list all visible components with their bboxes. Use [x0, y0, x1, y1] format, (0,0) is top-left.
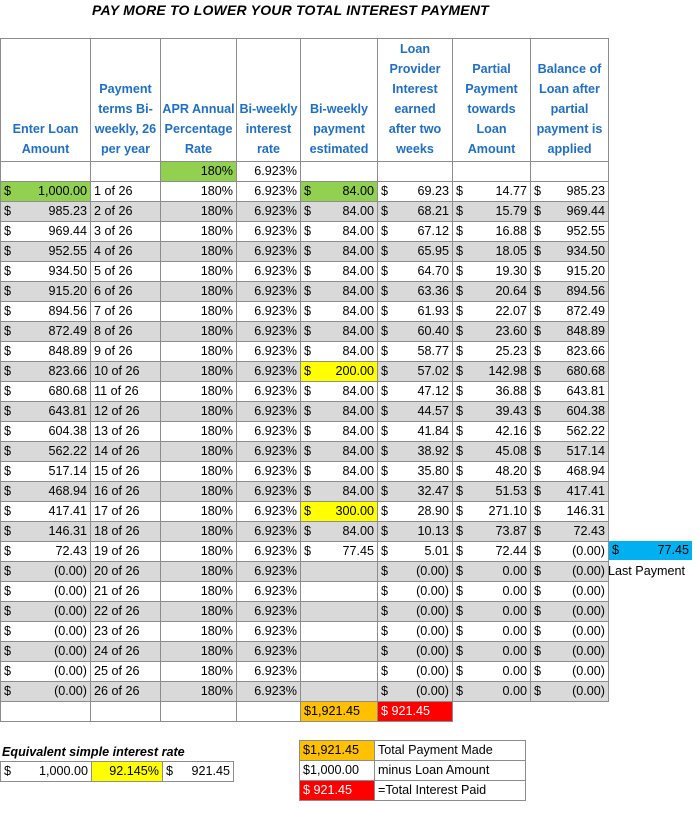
- term-cell: 10 of 26: [91, 362, 161, 382]
- partial-cell: $ 0.00: [453, 582, 531, 602]
- table-row: [1, 582, 609, 602]
- payment-cell: $ 84.00: [301, 282, 378, 302]
- apr-cell: 180%: [161, 442, 237, 462]
- rate-cell: 6.923%: [237, 442, 301, 462]
- rate-cell: 6.923%: [237, 402, 301, 422]
- last-payment-label: Last Payment: [608, 564, 686, 578]
- table-row: [1, 642, 609, 662]
- apr-cell: 180%: [161, 362, 237, 382]
- payment-cell: $ 84.00: [301, 302, 378, 322]
- rate-cell: 6.923%: [237, 562, 301, 582]
- partial-cell: $ 16.88: [453, 222, 531, 242]
- partial-cell: $ 23.60: [453, 322, 531, 342]
- table-row: [1, 522, 609, 542]
- term-cell: 22 of 26: [91, 602, 161, 622]
- balance-cell: $ (0.00): [531, 642, 609, 662]
- interest-cell: $ 5.01: [378, 542, 453, 562]
- loan-amount-cell: $ (0.00): [1, 582, 91, 602]
- loan-amount-cell: $ 894.56: [1, 302, 91, 322]
- partial-cell: $ 0.00: [453, 602, 531, 622]
- loan-amount-cell: $ 643.81: [1, 402, 91, 422]
- input-row: [1, 162, 609, 182]
- interest-cell: $ 63.36: [378, 282, 453, 302]
- balance-cell: $ 643.81: [531, 382, 609, 402]
- header-apr: APR Annual Percentage Rate: [161, 39, 237, 162]
- table-row: [1, 482, 609, 502]
- summary-table: [299, 740, 526, 801]
- simple-rate-interest-cell: $ 921.45: [163, 762, 234, 782]
- payment-cell: $ 84.00: [301, 462, 378, 482]
- apr-cell: 180%: [161, 562, 237, 582]
- interest-cell: $ (0.00): [378, 682, 453, 702]
- table-row: [1, 262, 609, 282]
- interest-cell: $ (0.00): [378, 622, 453, 642]
- payment-cell: [301, 662, 378, 682]
- balance-cell: $ (0.00): [531, 542, 609, 562]
- table-row: [1, 542, 609, 562]
- apr-cell: 180%: [161, 502, 237, 522]
- partial-cell: $ 0.00: [453, 622, 531, 642]
- balance-cell: $ 417.41: [531, 482, 609, 502]
- interest-cell: $ 28.90: [378, 502, 453, 522]
- partial-cell: $ 22.07: [453, 302, 531, 322]
- interest-cell: $ 69.23: [378, 182, 453, 202]
- loan-amount-cell: $ 915.20: [1, 282, 91, 302]
- rate-cell: 6.923%: [237, 222, 301, 242]
- apr-cell: 180%: [161, 422, 237, 442]
- table-row: [1, 462, 609, 482]
- apr-cell: 180%: [161, 542, 237, 562]
- rate-cell: 6.923%: [237, 162, 301, 182]
- partial-cell: $ 142.98: [453, 362, 531, 382]
- last-payment-callout: [609, 541, 692, 560]
- payment-cell: [301, 682, 378, 702]
- table-row: [1, 342, 609, 362]
- loan-amount-cell: $ (0.00): [1, 562, 91, 582]
- partial-cell: $ 73.87: [453, 522, 531, 542]
- loan-amount-cell: $ (0.00): [1, 662, 91, 682]
- last-payment-amount: 77.45: [657, 543, 689, 557]
- payment-cell: [301, 642, 378, 662]
- term-cell: 19 of 26: [91, 542, 161, 562]
- interest-cell: $ 35.80: [378, 462, 453, 482]
- summary-total-label: Total Payment Made: [375, 741, 526, 761]
- partial-cell: $ 15.79: [453, 202, 531, 222]
- loan-amount-cell: $ (0.00): [1, 622, 91, 642]
- summary-row: [300, 781, 526, 801]
- interest-cell: $ (0.00): [378, 662, 453, 682]
- balance-cell: $ 969.44: [531, 202, 609, 222]
- currency-symbol: $: [612, 543, 620, 557]
- balance-cell: $ (0.00): [531, 582, 609, 602]
- apr-cell: 180%: [161, 482, 237, 502]
- table-row: [1, 502, 609, 522]
- interest-cell: $ 60.40: [378, 322, 453, 342]
- apr-cell: 180%: [161, 582, 237, 602]
- rate-cell: 6.923%: [237, 642, 301, 662]
- payment-cell: $ 77.45: [301, 542, 378, 562]
- loan-amount-cell: $ 417.41: [1, 502, 91, 522]
- loan-amount-cell: $ (0.00): [1, 602, 91, 622]
- term-cell: 2 of 26: [91, 202, 161, 222]
- table-row: [1, 362, 609, 382]
- payment-cell: $ 84.00: [301, 522, 378, 542]
- table-row: [1, 422, 609, 442]
- rate-cell: 6.923%: [237, 202, 301, 222]
- header-row: [1, 39, 609, 162]
- header-balance: Balance of Loan after partial payment is applied: [531, 39, 609, 162]
- balance-cell: $ 72.43: [531, 522, 609, 542]
- term-cell: 24 of 26: [91, 642, 161, 662]
- table-row: [1, 242, 609, 262]
- interest-cell: $ 10.13: [378, 522, 453, 542]
- balance-cell: $ (0.00): [531, 622, 609, 642]
- term-cell: 20 of 26: [91, 562, 161, 582]
- apr-cell: 180%: [161, 182, 237, 202]
- total-interest: $ 921.45: [378, 702, 453, 722]
- table-row: [1, 202, 609, 222]
- term-cell: 23 of 26: [91, 622, 161, 642]
- term-cell: 15 of 26: [91, 462, 161, 482]
- loan-amount-cell: $ 604.38: [1, 422, 91, 442]
- interest-cell: $ (0.00): [378, 582, 453, 602]
- balance-cell: $ 604.38: [531, 402, 609, 422]
- rate-cell: 6.923%: [237, 262, 301, 282]
- partial-cell: $ 0.00: [453, 662, 531, 682]
- balance-cell: $ 934.50: [531, 242, 609, 262]
- loan-amount-cell: $ 146.31: [1, 522, 91, 542]
- rate-cell: 6.923%: [237, 482, 301, 502]
- interest-cell: $ (0.00): [378, 602, 453, 622]
- apr-input[interactable]: 180%: [161, 162, 237, 182]
- loan-amount-cell: $ (0.00): [1, 642, 91, 662]
- rate-cell: 6.923%: [237, 362, 301, 382]
- term-cell: 17 of 26: [91, 502, 161, 522]
- apr-cell: 180%: [161, 462, 237, 482]
- apr-cell: 180%: [161, 202, 237, 222]
- apr-cell: 180%: [161, 382, 237, 402]
- partial-cell: $ 271.10: [453, 502, 531, 522]
- term-cell: 18 of 26: [91, 522, 161, 542]
- simple-rate-amount-cell: $ 1,000.00: [1, 762, 92, 782]
- rate-cell: 6.923%: [237, 522, 301, 542]
- balance-cell: $ 915.20: [531, 262, 609, 282]
- table-row: [1, 322, 609, 342]
- header-biweekly-rate: Bi-weekly interest rate: [237, 39, 301, 162]
- partial-cell: $ 51.53: [453, 482, 531, 502]
- rate-cell: 6.923%: [237, 502, 301, 522]
- interest-cell: $ 58.77: [378, 342, 453, 362]
- balance-cell: $ 952.55: [531, 222, 609, 242]
- summary-loan-value: $1,000.00: [300, 761, 375, 781]
- interest-cell: $ 32.47: [378, 482, 453, 502]
- loan-amount-cell: $ 517.14: [1, 462, 91, 482]
- term-cell: 21 of 26: [91, 582, 161, 602]
- balance-cell: $ 680.68: [531, 362, 609, 382]
- loan-amount-cell: $ 872.49: [1, 322, 91, 342]
- table-row: [1, 682, 609, 702]
- payment-cell: $ 84.00: [301, 342, 378, 362]
- rate-cell: 6.923%: [237, 582, 301, 602]
- loan-amount-cell: $ 848.89: [1, 342, 91, 362]
- amortization-table: [0, 38, 609, 722]
- table-row: [1, 282, 609, 302]
- balance-cell: $ (0.00): [531, 562, 609, 582]
- loan-amount-cell: $ 985.23: [1, 202, 91, 222]
- payment-cell: $ 84.00: [301, 222, 378, 242]
- summary-row: [300, 761, 526, 781]
- term-cell: 9 of 26: [91, 342, 161, 362]
- balance-cell: $ 517.14: [531, 442, 609, 462]
- rate-cell: 6.923%: [237, 322, 301, 342]
- balance-cell: $ 985.23: [531, 182, 609, 202]
- interest-cell: $ (0.00): [378, 642, 453, 662]
- payment-cell: $ 84.00: [301, 442, 378, 462]
- rate-cell: 6.923%: [237, 422, 301, 442]
- totals-row: [1, 702, 609, 722]
- term-cell: 1 of 26: [91, 182, 161, 202]
- apr-cell: 180%: [161, 402, 237, 422]
- partial-cell: $ 19.30: [453, 262, 531, 282]
- partial-cell: $ 0.00: [453, 642, 531, 662]
- rate-cell: 6.923%: [237, 602, 301, 622]
- interest-cell: $ 67.12: [378, 222, 453, 242]
- apr-cell: 180%: [161, 622, 237, 642]
- interest-cell: $ 61.93: [378, 302, 453, 322]
- table-row: [1, 382, 609, 402]
- interest-cell: $ 38.92: [378, 442, 453, 462]
- summary-interest-value: $ 921.45: [300, 781, 375, 801]
- apr-cell: 180%: [161, 222, 237, 242]
- table-row: [1, 302, 609, 322]
- simple-rate-label: Equivalent simple interest rate: [2, 745, 185, 759]
- payment-cell: [301, 582, 378, 602]
- partial-cell: $ 36.88: [453, 382, 531, 402]
- term-cell: 25 of 26: [91, 662, 161, 682]
- balance-cell: $ (0.00): [531, 682, 609, 702]
- header-payment-terms: Payment terms Bi-weekly, 26 per year: [91, 39, 161, 162]
- rate-cell: 6.923%: [237, 342, 301, 362]
- table-row: [1, 662, 609, 682]
- balance-cell: $ 823.66: [531, 342, 609, 362]
- apr-cell: 180%: [161, 642, 237, 662]
- payment-cell: $ 84.00: [301, 422, 378, 442]
- interest-cell: $ 47.12: [378, 382, 453, 402]
- term-cell: 26 of 26: [91, 682, 161, 702]
- loan-amount-cell: $ 468.94: [1, 482, 91, 502]
- payment-cell: $ 84.00: [301, 262, 378, 282]
- table-row: [1, 562, 609, 582]
- apr-cell: 180%: [161, 262, 237, 282]
- balance-cell: $ 562.22: [531, 422, 609, 442]
- table-row: [1, 442, 609, 462]
- apr-cell: 180%: [161, 522, 237, 542]
- apr-cell: 180%: [161, 662, 237, 682]
- interest-cell: $ 65.95: [378, 242, 453, 262]
- apr-cell: 180%: [161, 302, 237, 322]
- apr-cell: 180%: [161, 682, 237, 702]
- interest-cell: $ 68.21: [378, 202, 453, 222]
- header-partial-payment: Partial Payment towards Loan Amount: [453, 39, 531, 162]
- rate-cell: 6.923%: [237, 382, 301, 402]
- partial-cell: $ 0.00: [453, 682, 531, 702]
- payment-cell: $ 84.00: [301, 382, 378, 402]
- interest-cell: $ 64.70: [378, 262, 453, 282]
- payment-cell: $ 84.00: [301, 242, 378, 262]
- loan-amount-cell: $ 72.43: [1, 542, 91, 562]
- loan-amount-cell: $ 823.66: [1, 362, 91, 382]
- partial-cell: $ 0.00: [453, 562, 531, 582]
- payment-cell: $ 84.00: [301, 202, 378, 222]
- payment-cell: [301, 602, 378, 622]
- loan-amount-cell: $ 562.22: [1, 442, 91, 462]
- loan-amount-cell: $ 934.50: [1, 262, 91, 282]
- apr-cell: 180%: [161, 242, 237, 262]
- interest-cell: $ (0.00): [378, 562, 453, 582]
- partial-cell: $ 20.64: [453, 282, 531, 302]
- simple-rate-amount: 1,000.00: [38, 764, 88, 778]
- summary-row: [300, 741, 526, 761]
- loan-amount-cell: $ 1,000.00: [1, 182, 91, 202]
- table-row: [1, 182, 609, 202]
- header-loan-amount: Enter Loan Amount: [1, 39, 91, 162]
- balance-cell: $ 468.94: [531, 462, 609, 482]
- rate-cell: 6.923%: [237, 622, 301, 642]
- term-cell: 8 of 26: [91, 322, 161, 342]
- table-row: [1, 602, 609, 622]
- loan-amount-cell: $ 969.44: [1, 222, 91, 242]
- apr-cell: 180%: [161, 342, 237, 362]
- rate-cell: 6.923%: [237, 282, 301, 302]
- term-cell: 4 of 26: [91, 242, 161, 262]
- payment-cell: [301, 622, 378, 642]
- rate-cell: 6.923%: [237, 242, 301, 262]
- payment-cell: $ 84.00: [301, 402, 378, 422]
- payment-cell: $ 84.00: [301, 182, 378, 202]
- payment-cell: $ 300.00: [301, 502, 378, 522]
- balance-cell: $ 146.31: [531, 502, 609, 522]
- term-cell: 16 of 26: [91, 482, 161, 502]
- term-cell: 7 of 26: [91, 302, 161, 322]
- partial-cell: $ 18.05: [453, 242, 531, 262]
- rate-cell: 6.923%: [237, 462, 301, 482]
- balance-cell: $ (0.00): [531, 602, 609, 622]
- table-row: [1, 622, 609, 642]
- interest-cell: $ 41.84: [378, 422, 453, 442]
- term-cell: 13 of 26: [91, 422, 161, 442]
- apr-cell: 180%: [161, 282, 237, 302]
- balance-cell: $ 872.49: [531, 302, 609, 322]
- payment-cell: $ 200.00: [301, 362, 378, 382]
- simple-rate-value: 92.145%: [92, 762, 163, 782]
- balance-cell: $ 894.56: [531, 282, 609, 302]
- table-row: [1, 402, 609, 422]
- loan-amount-cell: $ 952.55: [1, 242, 91, 262]
- payment-cell: [301, 562, 378, 582]
- apr-cell: 180%: [161, 602, 237, 622]
- term-cell: 6 of 26: [91, 282, 161, 302]
- term-cell: 14 of 26: [91, 442, 161, 462]
- apr-cell: 180%: [161, 322, 237, 342]
- balance-cell: $ (0.00): [531, 662, 609, 682]
- term-cell: 11 of 26: [91, 382, 161, 402]
- partial-cell: $ 25.23: [453, 342, 531, 362]
- rate-cell: 6.923%: [237, 182, 301, 202]
- rate-cell: 6.923%: [237, 302, 301, 322]
- rate-cell: 6.923%: [237, 542, 301, 562]
- summary-interest-label: =Total Interest Paid: [375, 781, 526, 801]
- partial-cell: $ 45.08: [453, 442, 531, 462]
- partial-cell: $ 39.43: [453, 402, 531, 422]
- table-row: [1, 222, 609, 242]
- term-cell: 12 of 26: [91, 402, 161, 422]
- interest-cell: $ 44.57: [378, 402, 453, 422]
- page-title: PAY MORE TO LOWER YOUR TOTAL INTEREST PAYMENT: [92, 2, 489, 18]
- header-interest-earned: Loan Provider Interest earned after two weeks: [378, 39, 453, 162]
- partial-cell: $ 42.16: [453, 422, 531, 442]
- rate-cell: 6.923%: [237, 682, 301, 702]
- simple-rate-table: [0, 761, 234, 782]
- partial-cell: $ 72.44: [453, 542, 531, 562]
- term-cell: 5 of 26: [91, 262, 161, 282]
- header-biweekly-payment: Bi-weekly payment estimated: [301, 39, 378, 162]
- term-cell: 3 of 26: [91, 222, 161, 242]
- partial-cell: $ 48.20: [453, 462, 531, 482]
- simple-rate-interest: 921.45: [191, 764, 230, 778]
- balance-cell: $ 848.89: [531, 322, 609, 342]
- payment-cell: $ 84.00: [301, 482, 378, 502]
- interest-cell: $ 57.02: [378, 362, 453, 382]
- loan-amount-cell: $ (0.00): [1, 682, 91, 702]
- total-payment: $1,921.45: [301, 702, 378, 722]
- summary-total-value: $1,921.45: [300, 741, 375, 761]
- summary-loan-label: minus Loan Amount: [375, 761, 526, 781]
- partial-cell: $ 14.77: [453, 182, 531, 202]
- loan-amount-cell: $ 680.68: [1, 382, 91, 402]
- payment-cell: $ 84.00: [301, 322, 378, 342]
- rate-cell: 6.923%: [237, 662, 301, 682]
